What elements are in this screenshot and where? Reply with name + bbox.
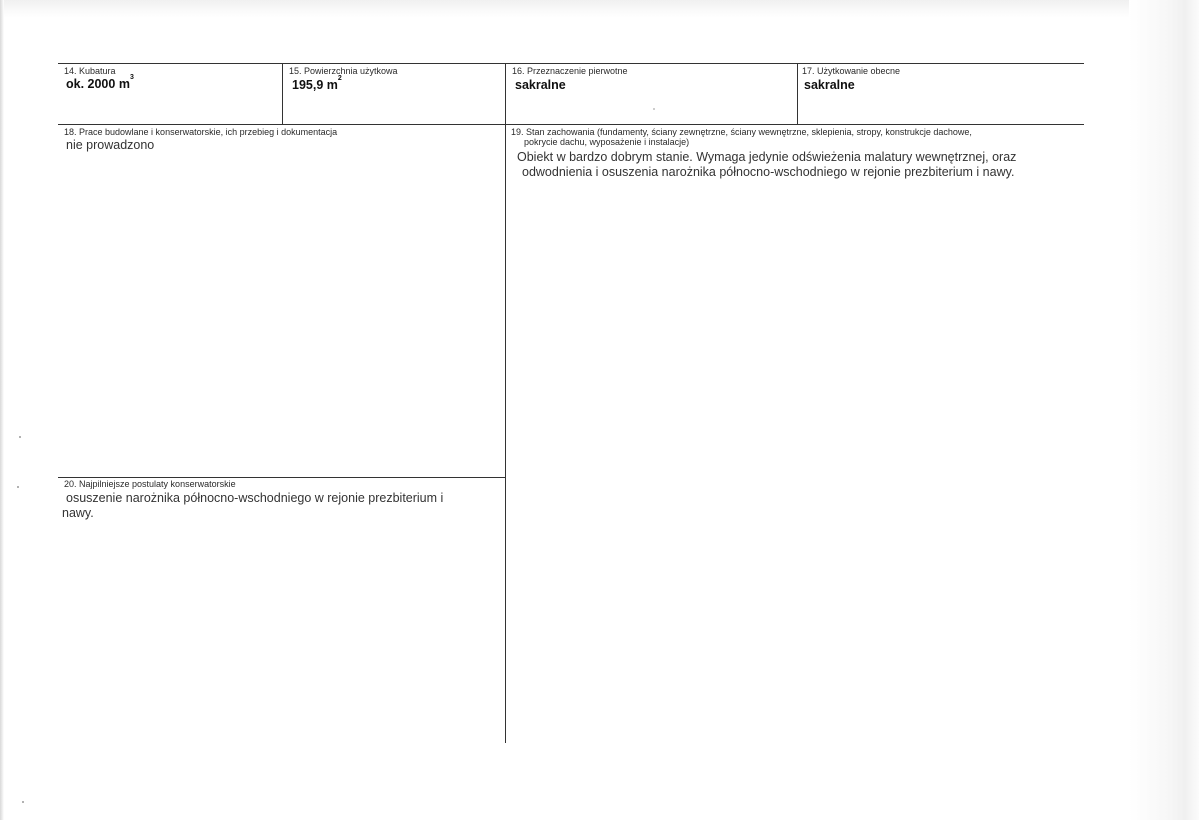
postulaty-value-line-2: nawy.	[62, 506, 94, 520]
scan-shadow-left	[0, 0, 4, 820]
stan-value-line-2: odwodnienia i osuszenia narożnika północno-wschodniego w rejonie prezbiterium i nawy.	[522, 165, 1015, 179]
przeznaczenie-label: 16. Przeznaczenie pierwotne	[512, 66, 628, 76]
scan-shadow-right	[1129, 0, 1199, 820]
stan-label-line-2: pokrycie dachu, wyposażenie i instalacje)	[524, 137, 690, 147]
scan-speck	[22, 801, 24, 803]
powierzchnia-unit-superscript: 2	[337, 75, 342, 82]
column-divider-main	[505, 63, 506, 743]
powierzchnia-value	[292, 75, 342, 92]
row-separator-rule	[58, 124, 1084, 125]
kubatura-unit-superscript: 3	[129, 74, 134, 81]
prace-value: nie prowadzono	[66, 138, 155, 152]
postulaty-value-line-1: osuszenie narożnika północno-wschodniego w rejonie prezbiterium i	[66, 491, 444, 505]
scan-speck	[17, 486, 19, 488]
column-divider-3	[797, 63, 798, 124]
powierzchnia-label: 15. Powierzchnia użytkowa	[289, 66, 398, 76]
postulaty-label: 20. Najpilniejsze postulaty konserwatorskie	[64, 479, 236, 489]
stan-label-line-1: 19. Stan zachowania (fundamenty, ściany zewnętrzne, ściany wewnętrzne, sklepienia, stropy, konstrukcje dachowe,	[511, 127, 972, 137]
scan-shadow-top	[0, 0, 1199, 18]
uzytkowanie-value: sakralne	[804, 78, 855, 92]
prace-label: 18. Prace budowlane i konserwatorskie, ich przebieg i dokumentacja	[64, 127, 338, 137]
scan-speck	[653, 108, 655, 110]
uzytkowanie-label: 17. Użytkowanie obecne	[802, 66, 901, 76]
kubatura-value	[66, 74, 134, 91]
table-top-rule	[58, 63, 1084, 64]
section-20-top-rule	[58, 477, 505, 478]
powierzchnia-value-text: 195,9 m	[292, 78, 338, 92]
column-divider-1	[282, 63, 283, 124]
przeznaczenie-value: sakralne	[515, 78, 566, 92]
kubatura-value-text: ok. 2000 m	[66, 77, 130, 91]
kubatura-label: 14. Kubatura	[64, 66, 116, 76]
scan-speck	[19, 436, 21, 438]
stan-value-line-1: Obiekt w bardzo dobrym stanie. Wymaga jedynie odświeżenia malatury wewnętrznej, oraz	[517, 150, 1017, 164]
